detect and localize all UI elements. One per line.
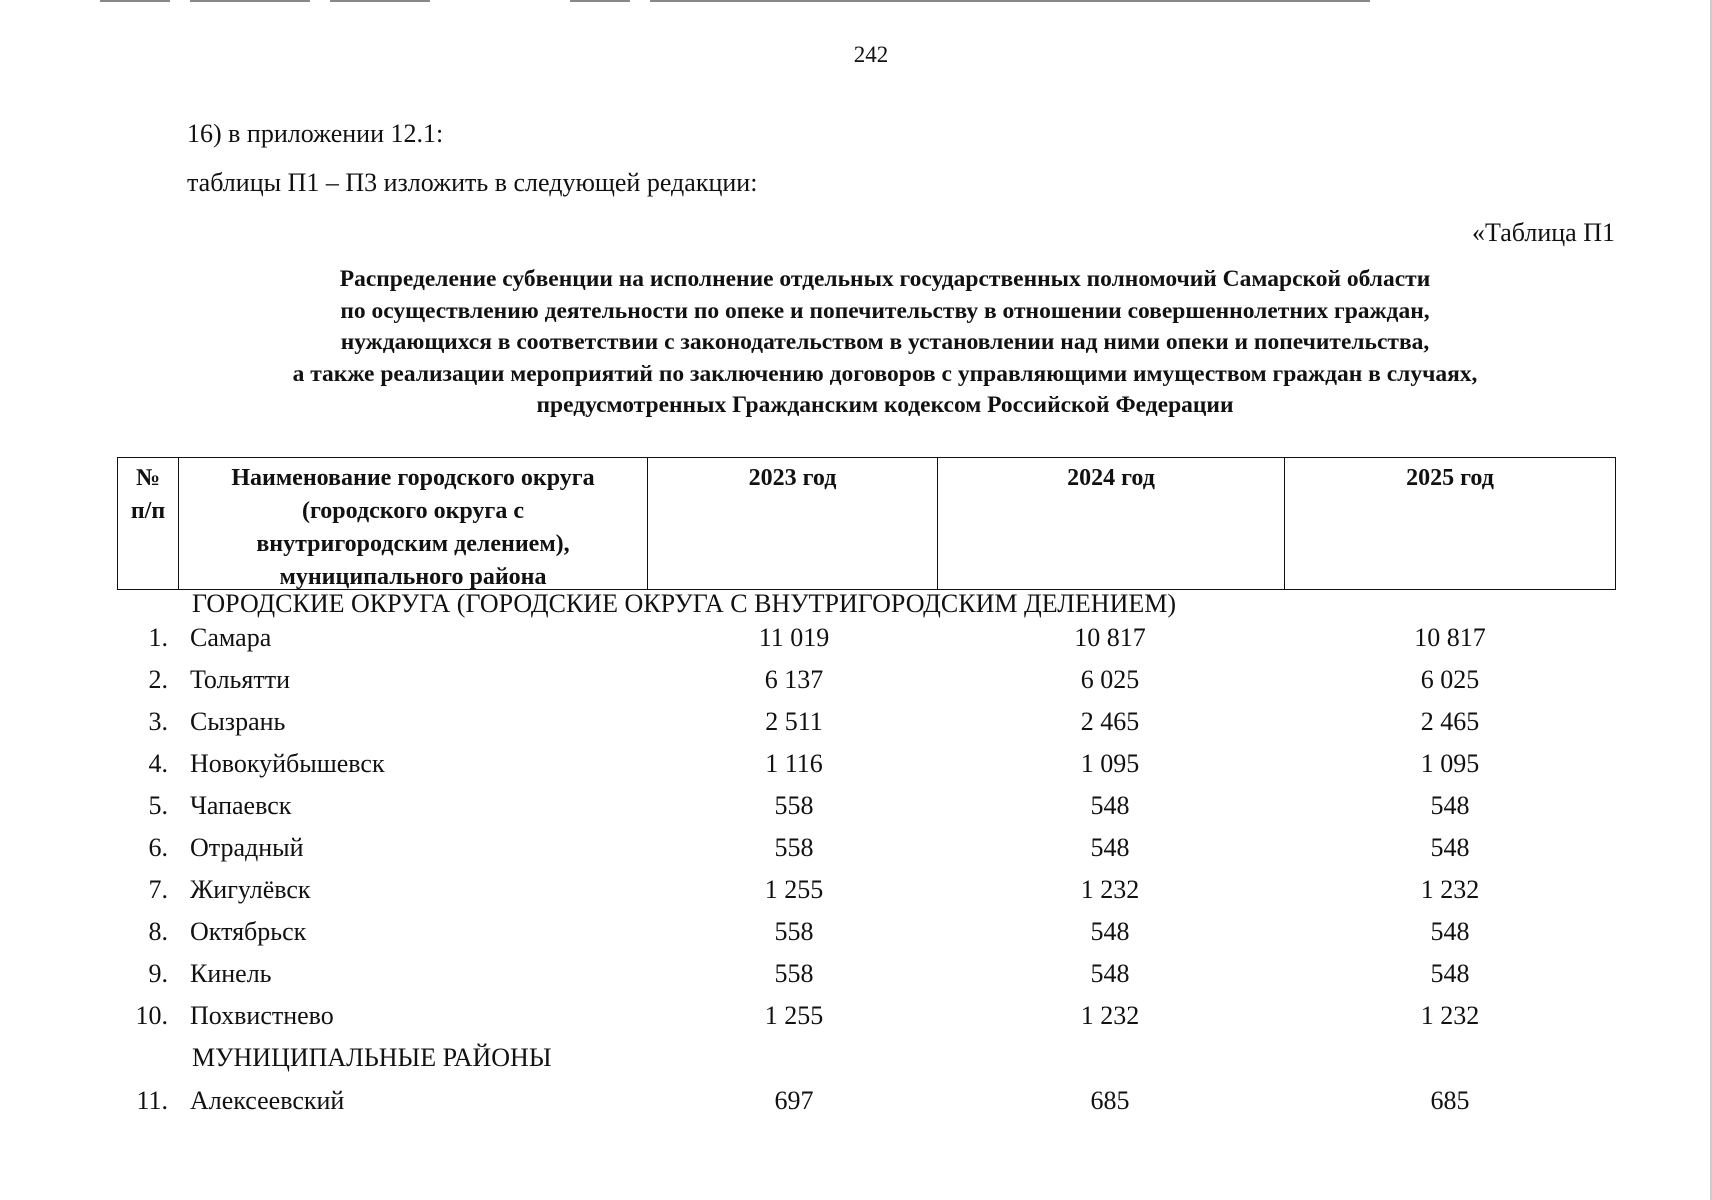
row-number: 7. — [148, 875, 168, 904]
row-value-2025: 685 — [1430, 1086, 1470, 1115]
header-2024: 2024 год — [937, 458, 1284, 589]
table-row — [0, 749, 1712, 789]
row-number: 4. — [148, 749, 168, 778]
title-line: нуждающихся в соответствии с законодательством в установлении над ними опеки и попечительства, — [340, 329, 1430, 355]
intro-line-2: таблицы П1 – П3 изложить в следующей редакции: — [187, 168, 758, 197]
row-value-2024: 1 095 — [1080, 749, 1140, 778]
row-value-2025: 548 — [1430, 833, 1470, 862]
table-row — [0, 1001, 1712, 1041]
row-name: Самара — [190, 623, 272, 652]
row-value-2023: 558 — [774, 833, 814, 862]
table-row — [0, 791, 1712, 831]
row-value-2023: 6 137 — [764, 665, 824, 694]
title-line: предусмотренных Гражданским кодексом Российской Федерации — [536, 392, 1234, 418]
table-header — [117, 457, 1616, 590]
row-number: 10. — [135, 1001, 168, 1030]
row-number: 11. — [136, 1086, 168, 1115]
row-value-2025: 10 817 — [1414, 623, 1486, 652]
row-name: Алексеевский — [190, 1086, 345, 1115]
row-value-2024: 548 — [1090, 791, 1130, 820]
row-name: Чапаевск — [190, 791, 292, 820]
title-line: Распределение субвенции на исполнение отдельных государственных полномочий Самарской области — [339, 266, 1431, 292]
row-name: Тольятти — [190, 665, 291, 694]
row-name: Октябрьск — [190, 917, 307, 946]
row-value-2025: 1 095 — [1420, 749, 1480, 778]
row-name: Отрадный — [190, 833, 304, 862]
row-value-2024: 2 465 — [1080, 707, 1140, 736]
row-value-2023: 1 255 — [764, 1001, 824, 1030]
header-2023: 2023 год — [647, 458, 937, 589]
table-row — [0, 665, 1712, 705]
row-name: Похвистнево — [190, 1001, 334, 1030]
row-value-2023: 11 019 — [758, 623, 830, 652]
row-value-2023: 1 116 — [765, 749, 823, 778]
row-number: 6. — [148, 833, 168, 862]
row-number: 3. — [148, 707, 168, 736]
row-number: 9. — [148, 959, 168, 988]
intro-line-1: 16) в приложении 12.1: — [187, 119, 444, 148]
header-2025: 2025 год — [1284, 458, 1616, 589]
table-row — [0, 833, 1712, 873]
table-row — [0, 707, 1712, 747]
row-number: 1. — [148, 623, 168, 652]
row-value-2024: 548 — [1090, 833, 1130, 862]
header-name: Наименование городского округа (городского округа с внутригородским делением), муниципального района — [178, 458, 647, 589]
row-value-2023: 558 — [774, 791, 814, 820]
row-value-2025: 548 — [1430, 791, 1470, 820]
row-value-2024: 548 — [1090, 917, 1130, 946]
table-row — [0, 623, 1712, 663]
row-value-2025: 1 232 — [1420, 1001, 1480, 1030]
row-name: Сызрань — [190, 707, 286, 736]
row-value-2023: 558 — [774, 917, 814, 946]
table-row — [0, 959, 1712, 999]
row-value-2023: 2 511 — [765, 707, 823, 736]
table-row — [0, 875, 1712, 915]
row-name: Кинель — [190, 959, 272, 988]
row-value-2024: 1 232 — [1080, 1001, 1140, 1030]
row-value-2024: 1 232 — [1080, 875, 1140, 904]
header-number: № п/п — [117, 458, 178, 589]
row-value-2023: 697 — [774, 1086, 814, 1115]
row-value-2025: 1 232 — [1420, 875, 1480, 904]
row-value-2024: 685 — [1090, 1086, 1130, 1115]
section-municipal-districts: МУНИЦИПАЛЬНЫЕ РАЙОНЫ — [192, 1043, 552, 1072]
row-name: Жигулёвск — [190, 875, 311, 904]
table-title — [150, 264, 1620, 422]
row-value-2024: 6 025 — [1080, 665, 1140, 694]
section-city-districts: ГОРОДСКИЕ ОКРУГА (ГОРОДСКИЕ ОКРУГА С ВНУТРИГОРОДСКИМ ДЕЛЕНИЕМ) — [192, 589, 1177, 618]
row-value-2024: 548 — [1090, 959, 1130, 988]
row-value-2025: 2 465 — [1420, 707, 1480, 736]
row-value-2024: 10 817 — [1074, 623, 1146, 652]
row-value-2023: 558 — [774, 959, 814, 988]
table-row — [0, 1086, 1712, 1126]
table-row — [0, 917, 1712, 957]
page-number: 242 — [853, 42, 889, 67]
title-line: по осуществлению деятельности по опеке и попечительству в отношении совершеннолетних граждан, — [340, 297, 1430, 324]
scan-top-edge — [0, 0, 1712, 2]
row-number: 5. — [148, 791, 168, 820]
row-number: 2. — [148, 665, 168, 694]
title-line: а также реализации мероприятий по заключению договоров с управляющими имуществом граждан в случаях, — [292, 360, 1478, 387]
table-label: «Таблица П1 — [1472, 218, 1615, 247]
row-value-2023: 1 255 — [764, 875, 824, 904]
row-name: Новокуйбышевск — [190, 749, 385, 778]
row-value-2025: 548 — [1430, 959, 1470, 988]
row-number: 8. — [148, 917, 168, 946]
row-value-2025: 548 — [1430, 917, 1470, 946]
row-value-2025: 6 025 — [1420, 665, 1480, 694]
